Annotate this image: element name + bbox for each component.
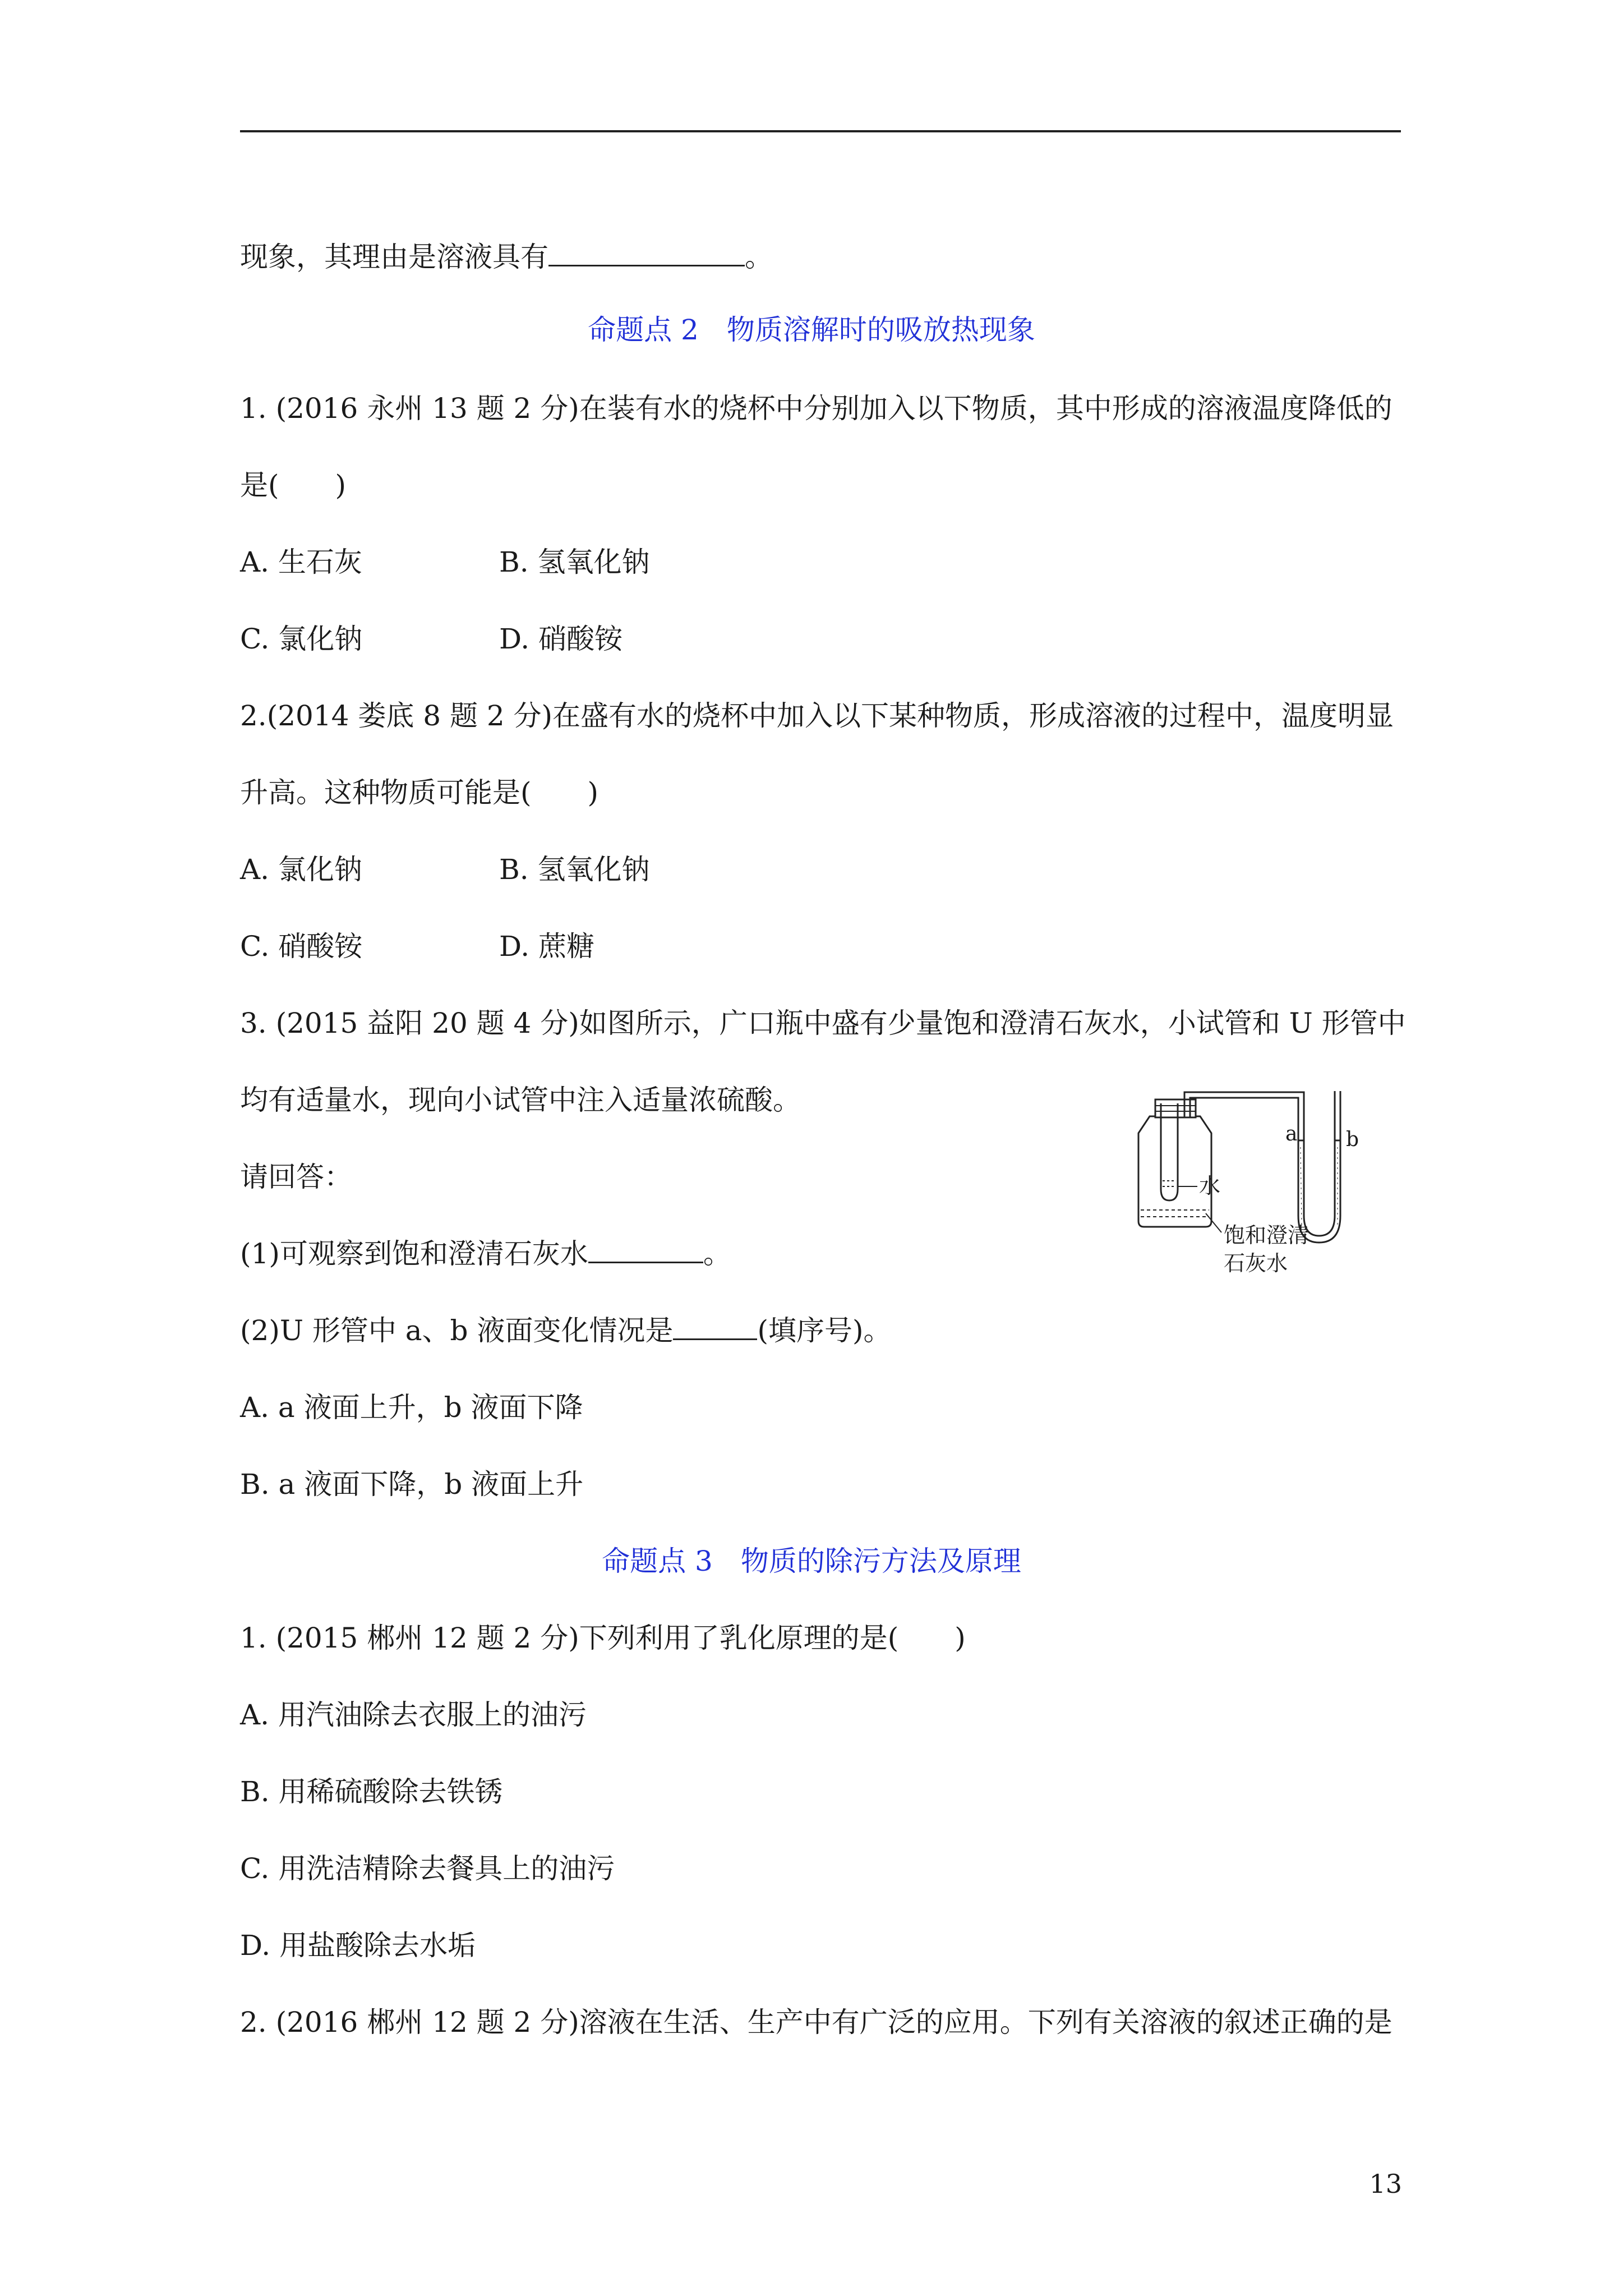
q3-subquestion-2 (240, 1314, 891, 1347)
q1-stem-line1: 1. (2016 永州 13 题 2 分)在装有水的烧杯中分别加入以下物质，其中形成的溶液温度降低的 (240, 392, 1393, 425)
p3-q1-stem: 1. (2015 郴州 12 题 2 分)下列利用了乳化原理的是( ) (240, 1622, 966, 1654)
line-text: (填序号)。 (757, 1314, 892, 1347)
q2-option-row (240, 930, 595, 963)
q1-stem-line2: 是( ) (240, 469, 347, 501)
q3-prompt: 请回答： (240, 1161, 352, 1193)
label-water: 水 (1199, 1174, 1221, 1198)
section-heading-2: 命题点 2 物质溶解时的吸放热现象 (588, 314, 1035, 346)
pointer-limewater (1206, 1213, 1221, 1232)
option-a: A. 生石灰 (240, 546, 362, 578)
p3-q1-option-a: A. 用汽油除去衣服上的油污 (240, 1699, 587, 1731)
section-heading-3: 命题点 3 物质的除污方法及原理 (602, 1545, 1021, 1577)
label-b: b (1346, 1128, 1359, 1151)
option-a: A. 氯化钠 (240, 853, 362, 886)
option-c: C. 硝酸铵 (240, 930, 363, 963)
page-number: 13 (1369, 2169, 1402, 2199)
q3-subquestion-1 (240, 1237, 731, 1271)
q3-option-a: A. a 液面上升，b 液面下降 (240, 1391, 583, 1424)
answer-blank (588, 1237, 703, 1263)
line-text: 。 (703, 1237, 731, 1270)
q2-stem-line1: 2.(2014 娄底 8 题 2 分)在盛有水的烧杯中加入以下某种物质，形成溶液的过程中，温度明显 (240, 700, 1394, 732)
continuation-line (240, 240, 773, 274)
q3-option-b: B. a 液面下降，b 液面上升 (240, 1468, 584, 1501)
answer-blank (673, 1314, 757, 1340)
answer-blank (548, 240, 745, 266)
label-a: a (1285, 1122, 1298, 1145)
line-text: 现象，其理由是溶液具有 (240, 241, 548, 273)
line-text: (1)可观察到饱和澄清石灰水 (240, 1237, 588, 1270)
line-text: 。 (745, 241, 773, 273)
q2-option-row (240, 853, 650, 886)
line-text: (2)U 形管中 a、b 液面变化情况是 (240, 1314, 674, 1347)
p3-q2-stem: 2. (2016 郴州 12 题 2 分)溶液在生活、生产中有广泛的应用。下列有关溶液的叙述正确的是 (240, 2006, 1393, 2039)
q3-stem-line2: 均有适量水，现向小试管中注入适量浓硫酸。 (240, 1084, 801, 1116)
option-d: D. 硝酸铵 (499, 623, 623, 655)
option-b: B. 氢氧化钠 (499, 546, 650, 578)
apparatus-diagram (1122, 1069, 1380, 1282)
label-limewater-1: 饱和澄清 (1224, 1223, 1310, 1248)
header-rule (240, 130, 1401, 132)
option-b: B. 氢氧化钠 (499, 853, 650, 886)
connecting-tube (1184, 1092, 1304, 1117)
q2-stem-line2: 升高。这种物质可能是( ) (240, 776, 599, 809)
p3-q1-option-c: C. 用洗洁精除去餐具上的油污 (240, 1852, 615, 1885)
label-limewater-2: 石灰水 (1224, 1251, 1288, 1276)
option-c: C. 氯化钠 (240, 623, 363, 655)
q1-option-row (240, 622, 623, 656)
p3-q1-option-d: D. 用盐酸除去水垢 (240, 1929, 476, 1962)
p3-q1-option-b: B. 用稀硫酸除去铁锈 (240, 1775, 503, 1808)
q3-stem-line1: 3. (2015 益阳 20 题 4 分)如图所示，广口瓶中盛有少量饱和澄清石灰水，小试管和 U 形管中 (240, 1007, 1406, 1039)
q1-option-row (240, 545, 650, 579)
option-d: D. 蔗糖 (499, 930, 595, 963)
